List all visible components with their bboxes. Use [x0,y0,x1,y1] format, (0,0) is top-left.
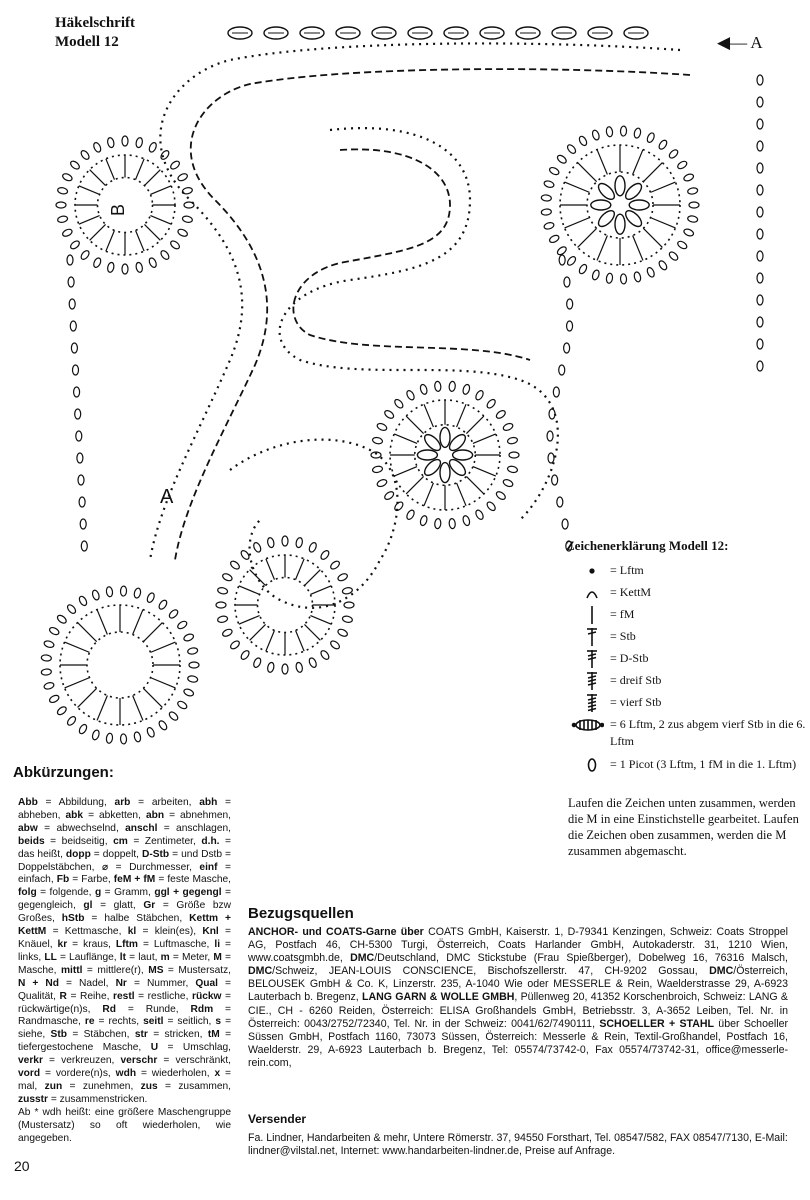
abbreviation-key: verkr [18,1055,43,1067]
abbreviation-key: seitl [143,1016,164,1028]
abbreviation-entry: abh = abheben, [18,797,232,821]
triple-treble-icon [566,672,604,690]
abbreviation-entry: Kettm + KettM = Kettmasche, [18,913,231,938]
abbreviation-entry: d.h. = das heißt, [18,835,231,860]
supplier-brand: SCHOELLER + STAHL [599,1017,714,1030]
abbreviation-entry: kr = kraus, [57,938,116,950]
abbreviation-key: Fb [56,874,70,886]
legend-item-text: = 6 Lftm, 2 zus abgem vierf Stb in die 6. Lftm [610,717,806,748]
abbreviation-key: Gr [143,900,156,912]
abbreviation-key: kr [57,938,68,950]
slip-stitch-icon [566,584,604,602]
abbreviation-key: Lftm [115,938,138,950]
abbreviation-key: kl [127,926,137,938]
abbreviation-entry: U = Umschlag, [150,1042,231,1054]
abbreviation-entry: zus = zusammen, [140,1080,231,1092]
abbreviation-entry: arb = arbeiten, [114,797,200,808]
abbreviation-entry: Knl = Knäuel, [18,926,231,950]
abbreviation-entry: Abb = Abbildung, [18,797,115,808]
double-crochet-icon [566,628,604,646]
abbreviation-key: R [59,990,67,1002]
abbreviation-key: Nr [115,977,127,989]
abbreviation-key: abh [199,797,218,808]
legend-item-text: = KettM [610,585,652,599]
title-line-2: Modell 12 [55,34,119,50]
legend-item-text: = Stb [610,629,636,643]
abbreviation-key: dopp [65,848,91,860]
abbreviation-key: D-Stb [142,848,170,860]
supplier-brand: DMC [350,952,375,965]
abbreviation-entry: abw = abwechselnd, [18,822,126,834]
suppliers-text [248,926,788,1070]
chart-label-a: A [160,486,174,508]
legend-item-text: = D-Stb [610,651,649,665]
abbreviation-entry: li = links, [18,938,232,963]
stitch-note: Laufen die Zeichen unten zusammen, werden die M in eine Einstichstelle gearbeitet. Laufen die Zeichen oben zusammen, werden die M zusammen abgemascht. [568,796,799,858]
abbreviation-entry: dopp = doppelt, [65,848,142,860]
supplier-brand: LANG GARN & WOLLE GMBH [361,991,515,1004]
abbreviation-entry: abk = abketten, [65,809,146,821]
chart-band-path [150,43,680,560]
abbreviation-key: restl [113,990,135,1002]
abbreviation-key: beids [18,835,45,847]
abbreviation-key: einf [199,861,218,873]
abbreviation-entry: seitl = seitlich, [143,1016,216,1028]
abbreviation-key: wdh [115,1068,137,1080]
page-title [55,14,135,52]
abbreviation-key: s [215,1016,222,1028]
abbreviation-entry: Rd = Runde, [102,1003,191,1015]
abbreviation-entry: zun = zunehmen, [44,1080,141,1092]
abbreviation-key: M [213,951,222,963]
abbreviation-key: d.h. [201,835,220,847]
mail-order-title: Versender [248,1112,307,1126]
abbreviation-key: Abb [18,797,38,808]
legend-item [566,628,806,646]
abbreviation-entry: R = Reihe, [59,990,114,1002]
start-label-a: A [750,33,763,52]
abbreviation-entry: Rdm = Randmasche, [18,1003,231,1028]
mail-order-text: Fa. Lindner, Handarbeiten & mehr, Untere Römerstr. 37, 94550 Forsthart, Tel. 08547/582, FAX 08547/7130, E-Mail: lindner@vilstal.net, Internet: www.handarbeiten-lindner.de, Preise auf Anfrage. [248,1132,788,1158]
abbreviations-footnote: Ab * wdh heißt: eine größere Maschengruppe (Mustersatz) so oft wiederholen, wie angegeben. [18,1106,231,1144]
chain-stitch-icon [566,562,604,580]
abbreviation-key: str [134,1029,148,1041]
abbreviation-key: arb [114,797,131,808]
supplier-brand: DMC [709,965,734,978]
supplier-address: über Schoeller Süssen GmbH, Postfach 1160, 73073 Süssen, Österreich: Messerle & Rein, Textil-Großhandel, Postfach 16, Waelderstr. 29, A-6923 Lauterbach b. Bregenz, Tel: 05574/73742-0, Fax 05574/73742-31, office@messerle-rein.com, [248,1017,788,1069]
abbreviation-entry: restl = restliche, [113,990,193,1002]
abbreviation-entry: rückw = rückwärtige(n)s, [18,990,231,1015]
abbreviation-entry: lt = laut, [119,951,161,963]
abbreviation-entry: kl = klein(es), [127,926,203,938]
abbreviation-key: zusstr [18,1093,49,1105]
picot-icon [566,756,604,774]
legend-item [566,650,806,668]
abbreviation-key: mittl [60,964,83,976]
abbreviation-key: Kettm + KettM [18,913,231,938]
abbreviation-key: rückw [192,990,222,1002]
suppliers-title: Bezugsquellen [248,905,354,922]
abbreviation-key: feM + fM [113,874,156,886]
legend-item [566,606,806,624]
supplier-address: /Deutschland, DMC Stickstube (Frau Spießberger), Dobelweg 16, 76316 Malsch, [374,952,788,965]
abbreviation-key: MS [148,964,164,976]
legend-item-text: = Lftm [610,563,644,577]
abbreviation-key: li [214,938,221,950]
abbreviation-key: g [94,887,102,899]
abbreviation-key: Knl [202,926,219,938]
abbreviation-key: Rdm [190,1003,214,1015]
chart-top-leaf-row [228,27,648,39]
abbreviation-entry: LL = Lauflänge, [44,951,120,963]
abbreviation-entry: tM = tiefergestochene Masche, [18,1029,232,1054]
abbreviation-entry: anschl = anschlagen, [125,822,231,834]
abbreviation-entry: MS = Mustersatz, [148,964,231,976]
abbreviation-key: tM [207,1029,220,1041]
abbreviation-entry: Qual = Qualität, [18,977,231,1002]
abbreviations-list [18,797,231,1145]
legend-item [566,756,806,792]
abbreviation-key: gl [83,900,93,912]
abbreviation-key: abw [18,822,38,834]
abbreviation-entry: feM + fM = feste Masche, [113,874,231,886]
chart-band-path [230,440,398,608]
legend-item-text: = fM [610,607,635,621]
abbreviation-entry: ggl + gegengl = gegengleich, [18,887,231,912]
abbreviation-entry: verschr = verschränkt, [120,1055,231,1067]
title-line-1: Häkelschrift [55,15,135,31]
abbreviations-title: Abkürzungen: [13,764,114,781]
quadruple-treble-icon [566,694,604,712]
abbreviation-key: re [84,1016,95,1028]
abbreviation-key: ⌀ [101,861,109,873]
legend-item [566,562,806,580]
abbreviation-entry: re = rechts, [84,1016,144,1028]
legend-item-text: = dreif Stb [610,673,662,687]
supplier-address: COATS GmbH, Kaiserstr. 1, D-79341 Kenzingen, Schweiz: Coats Stroppel AG, Postfach 46, CH-5300 Turgi, Österreich, Coats Harlander GmbH, Autokaderstr. 31, 1210 Wien, www.coatsgmbh.de, [248,926,788,965]
legend [566,537,806,796]
abbreviation-key: zus [140,1080,158,1092]
supplier-address: /Schweiz, JEAN-LOUIS CONSCIENCE, Bischofszellerstr. 47, CH-9202 Gossau, [272,965,710,978]
abbreviation-key: abk [65,809,84,821]
abbreviation-entry: Gr = Größe bzw Großes, [18,900,231,925]
start-arrow-icon: ◀— [717,33,748,52]
abbreviation-key: abn [145,809,165,821]
abbreviation-key: LL [44,951,57,963]
supplier-address: , Püllenweg 20, 41352 Korschenbroich, Schweiz: LANG & CIE., CH - 6260 Reiden, Österreich: ELISA Großhandels GmbH, Betriebsstr. 3, A-3652 Leiben, Tel. Nr. in Österreich: 0043/2752/72340, Tel. Nr. in der Schweiz: 0041/62/7490111, [248,991,788,1030]
chart-band-path [293,149,530,360]
abbreviation-entry: N + Nd = Nadel, [18,977,116,989]
abbreviation-entry: gl = glatt, [83,900,144,912]
abbreviation-key: folg [18,887,37,899]
single-crochet-icon [566,606,604,624]
legend-title: Zeichenerklärung Modell 12: [566,538,729,553]
chart-motif [371,381,519,529]
abbreviation-key: lt [119,951,127,963]
abbreviation-entry: hStb = halbe Stäbchen, [61,913,190,925]
abbreviation-entry: mittl = mittlere(r), [60,964,149,976]
abbreviation-entry: g = Gramm, [94,887,155,899]
leaf-cluster-icon [566,716,604,734]
legend-item [566,716,806,752]
legend-item-text: = vierf Stb [610,695,662,709]
abbreviation-entry: ⌀ = Durchmesser, [101,861,200,873]
abbreviation-entry: s = siehe, [18,1016,232,1041]
abbreviation-key: N + Nd [18,977,59,989]
supplier-address: /Österreich, BELOUSEK GmbH & Co. K, Linzerstr. 235, A-1040 Wie oder MESSERLE & Rein, Waelderstrasse 29, A-6923 Lauterbach b. Bregenz, [248,965,788,1004]
page-number: 20 [14,1158,30,1174]
abbreviation-entry: str = stricken, [134,1029,208,1041]
legend-item-text: = 1 Picot (3 Lftm, 1 fM in die 1. Lftm) [610,757,797,771]
abbreviation-entry: verkr = verkreuzen, [18,1055,121,1067]
abbreviation-entry: Lftm = Luftmasche, [115,938,215,950]
abbreviation-entry: Fb = Farbe, [56,874,114,886]
abbreviation-entry: einf = einfach, [18,861,232,886]
abbreviation-entry: wdh = wiederholen, [115,1068,215,1080]
supplier-brand: ANCHOR- und COATS-Garne über [248,926,424,938]
legend-item [566,584,806,602]
chart-motif [41,586,199,744]
abbreviation-key: cm [113,835,128,847]
abbreviation-entry: cm = Zentimeter, [113,835,202,847]
abbreviation-key: Qual [195,977,218,989]
chart-motif [216,536,354,674]
abbreviation-key: verschr [120,1055,158,1067]
abbreviation-key: hStb [61,913,85,925]
abbreviation-key: x [214,1068,221,1080]
abbreviation-entry: Stb = Stäbchen, [50,1029,135,1041]
abbreviation-entry: abn = abnehmen, [145,809,231,821]
abbreviation-key: anschl [125,822,158,834]
abbreviation-entry: x = mal, [18,1068,232,1092]
chart-band-path [280,128,558,520]
abbreviation-key: Stb [50,1029,67,1041]
abbreviation-key: m [160,951,170,963]
abbreviation-key: zun [44,1080,63,1092]
abbreviation-key: U [150,1042,159,1054]
legend-item [566,672,806,690]
abbreviation-entry: beids = beidseitig, [18,835,114,847]
abbreviation-key: vord [18,1068,41,1080]
abbreviation-key: ggl + gegengl [154,887,222,899]
abbreviation-entry: m = Meter, [160,951,214,963]
abbreviation-entry: zusstr = zusammenstricken. [18,1093,148,1105]
abbreviation-entry: D-Stb = und Dstb = Doppelstäbchen, [18,848,231,873]
abbreviation-entry: folg = folgende, [18,887,95,899]
chart-label-b: B [108,203,128,216]
abbreviation-entry: Nr = Nummer, [115,977,196,989]
supplier-brand: DMC [248,965,273,978]
start-arrow-label [717,33,763,53]
abbreviation-key: Rd [102,1003,116,1015]
abbreviation-entry: M = Masche, [18,951,231,976]
treble-crochet-icon [566,650,604,668]
legend-item [566,694,806,712]
abbreviation-entry: vord = vordere(n)s, [18,1068,116,1080]
